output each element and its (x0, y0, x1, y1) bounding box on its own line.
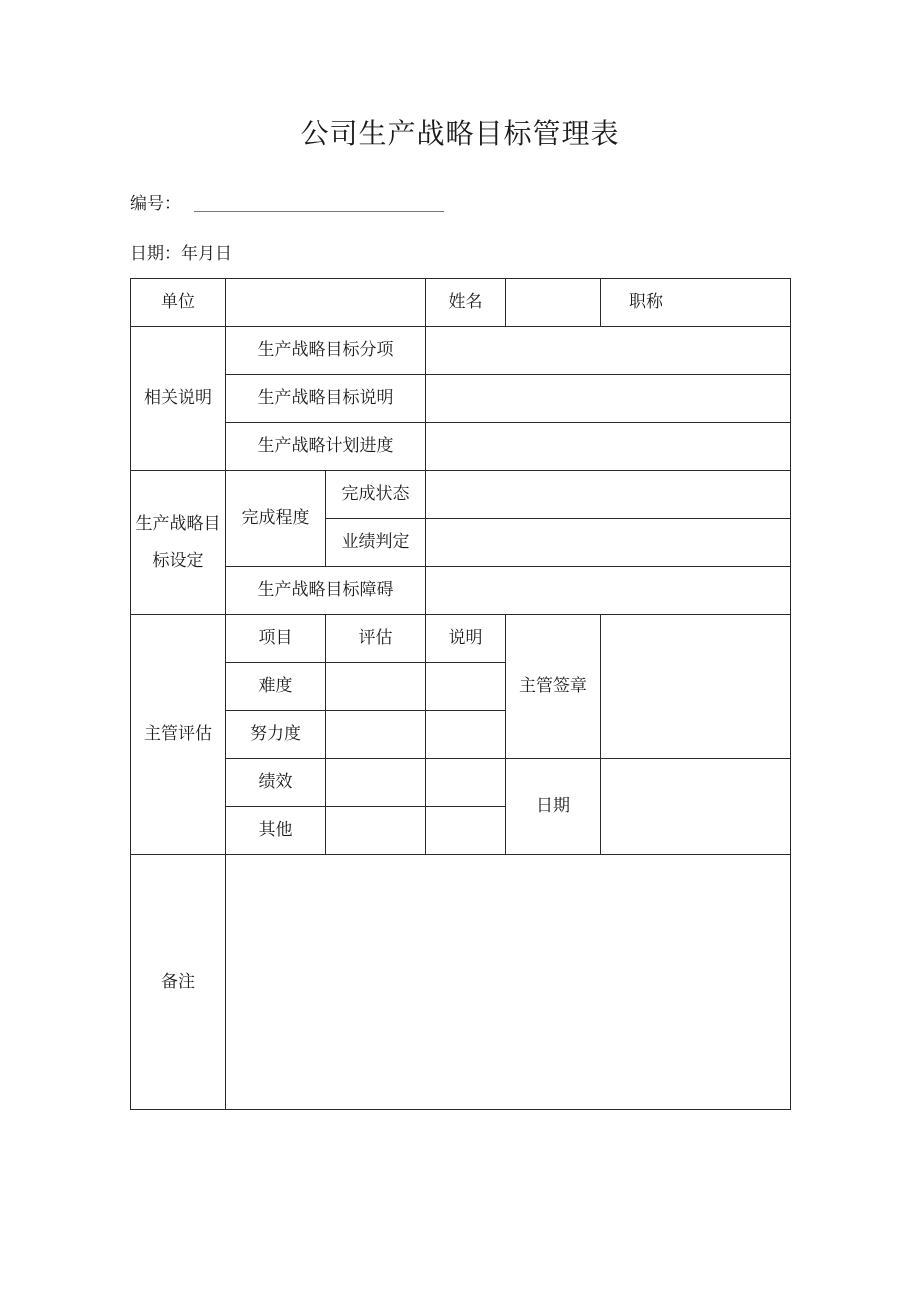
number-label: 编号： (130, 194, 181, 214)
related-label: 相关说明 (131, 327, 226, 471)
other-explanation-field[interactable] (426, 807, 506, 855)
table-row (131, 615, 791, 663)
management-form-table (130, 278, 791, 1110)
completion-status-field[interactable] (426, 471, 791, 519)
table-row (131, 279, 791, 327)
remarks-label: 备注 (131, 855, 226, 1110)
table-row (131, 375, 791, 423)
table-row (131, 567, 791, 615)
target-description-label: 生产战略目标说明 (226, 375, 426, 423)
assessment-header: 评估 (326, 615, 426, 663)
performance-judgement-label: 业绩判定 (326, 519, 426, 567)
table-row (131, 471, 791, 519)
date-label: 日期：年月日 (130, 244, 232, 264)
plan-progress-label: 生产战略计划进度 (226, 423, 426, 471)
table-row (131, 327, 791, 375)
plan-progress-field[interactable] (426, 423, 791, 471)
target-item-field[interactable] (426, 327, 791, 375)
number-underline[interactable] (194, 211, 444, 212)
supervisor-signature-label: 主管签章 (506, 615, 601, 759)
supervisor-evaluation-label: 主管评估 (131, 615, 226, 855)
supervisor-signature-field[interactable] (601, 615, 791, 759)
difficulty-label: 难度 (226, 663, 326, 711)
target-setting-label: 生产战略目标设定 (131, 471, 226, 615)
completion-status-label: 完成状态 (326, 471, 426, 519)
table-row (131, 855, 791, 1110)
other-label: 其他 (226, 807, 326, 855)
effort-label: 努力度 (226, 711, 326, 759)
position-label: 职称 (601, 279, 791, 327)
target-item-label: 生产战略目标分项 (226, 327, 426, 375)
name-label: 姓名 (426, 279, 506, 327)
performance-assessment-field[interactable] (326, 759, 426, 807)
evaluation-date-label: 日期 (506, 759, 601, 855)
evaluation-date-field[interactable] (601, 759, 791, 855)
explanation-header: 说明 (426, 615, 506, 663)
unit-label: 单位 (131, 279, 226, 327)
difficulty-assessment-field[interactable] (326, 663, 426, 711)
target-obstacle-label: 生产战略目标障碍 (226, 567, 426, 615)
performance-judgement-field[interactable] (426, 519, 791, 567)
table-row (131, 759, 791, 807)
effort-assessment-field[interactable] (326, 711, 426, 759)
other-assessment-field[interactable] (326, 807, 426, 855)
target-obstacle-field[interactable] (426, 567, 791, 615)
unit-field[interactable] (226, 279, 426, 327)
remarks-field[interactable] (226, 855, 791, 1110)
difficulty-explanation-field[interactable] (426, 663, 506, 711)
performance-label: 绩效 (226, 759, 326, 807)
performance-explanation-field[interactable] (426, 759, 506, 807)
page-title: 公司生产战略目标管理表 (300, 117, 620, 150)
target-description-field[interactable] (426, 375, 791, 423)
table-row (131, 423, 791, 471)
completion-degree-label: 完成程度 (226, 471, 326, 567)
item-header: 项目 (226, 615, 326, 663)
effort-explanation-field[interactable] (426, 711, 506, 759)
name-field[interactable] (506, 279, 601, 327)
